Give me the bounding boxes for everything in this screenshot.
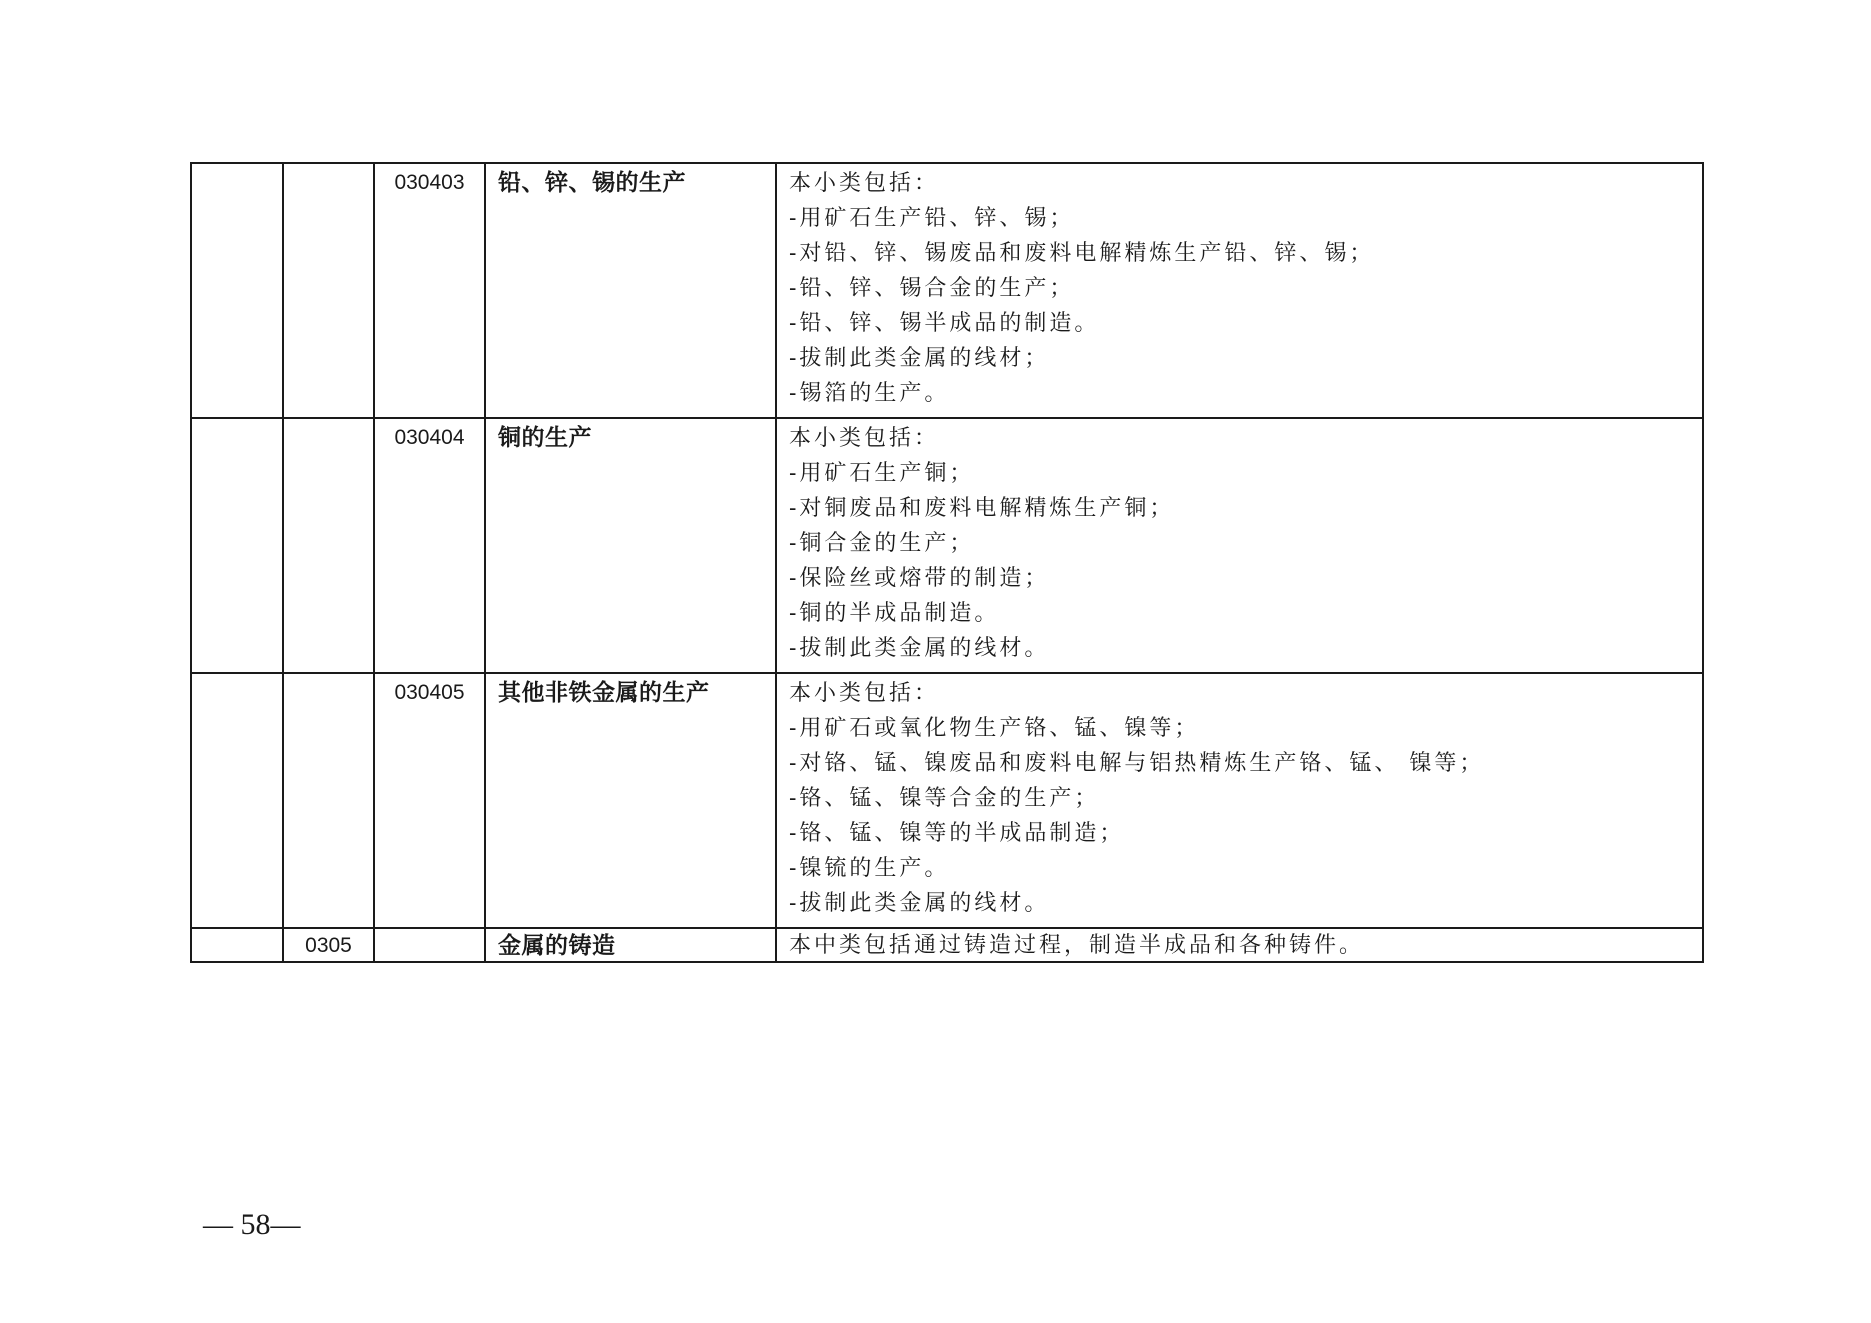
description-line: -保险丝或熔带的制造； xyxy=(789,566,1050,591)
description-line: -用矿石生产铜； xyxy=(789,461,975,486)
description-line: -锡箔的生产。 xyxy=(789,381,950,406)
description-line: 本小类包括： xyxy=(789,681,940,706)
description-line: -拔制此类金属的线材。 xyxy=(789,636,1050,661)
description-line: -铜的半成品制造。 xyxy=(789,601,1000,626)
subclass-name: 铅、锌、锡的生产 xyxy=(498,170,686,196)
subclass-code: 030403 xyxy=(394,171,465,194)
description-line: 本小类包括： xyxy=(789,426,940,451)
division-cell xyxy=(283,418,374,673)
table-row xyxy=(191,418,1703,673)
description-line: -铬、锰、镍等合金的生产； xyxy=(789,786,1100,811)
division-cell xyxy=(283,673,374,928)
section-cell xyxy=(191,163,283,418)
subclass-name: 铜的生产 xyxy=(498,425,592,451)
subclass-name-cell xyxy=(485,418,776,673)
description-line: -铜合金的生产； xyxy=(789,531,975,556)
subclass-code-cell xyxy=(374,418,485,673)
description-line: -用矿石生产铅、锌、锡； xyxy=(789,206,1075,231)
description-line: 本小类包括： xyxy=(789,171,940,196)
division-cell xyxy=(283,163,374,418)
description xyxy=(777,419,1702,666)
description xyxy=(777,929,1702,961)
subclass-code-cell xyxy=(374,163,485,418)
description-line: -镍锍的生产。 xyxy=(789,856,950,881)
division-code: 0305 xyxy=(305,934,352,957)
subclass-name: 其他非铁金属的生产 xyxy=(498,680,710,706)
description-line: -对铬、锰、镍废品和废料电解与铝热精炼生产铬、锰、 镍等； xyxy=(789,751,1485,776)
subclass-code: 030404 xyxy=(394,426,465,449)
description-line: -用矿石或氧化物生产铬、锰、镍等； xyxy=(789,716,1200,741)
description-cell xyxy=(776,418,1703,673)
subclass-code-cell xyxy=(374,673,485,928)
classification-table xyxy=(190,162,1704,963)
division-name-cell xyxy=(485,928,776,962)
description-cell xyxy=(776,928,1703,962)
division-name: 金属的铸造 xyxy=(498,933,616,959)
table-row xyxy=(191,163,1703,418)
description-line: -铬、锰、镍等的半成品制造； xyxy=(789,821,1125,846)
section-cell xyxy=(191,928,283,962)
description xyxy=(777,164,1702,411)
table-row xyxy=(191,673,1703,928)
description-line: 本中类包括通过铸造过程，制造半成品和各种铸件。 xyxy=(789,933,1365,958)
description xyxy=(777,674,1702,921)
description-line: -对铅、锌、锡废品和废料电解精炼生产铅、锌、锡； xyxy=(789,241,1375,266)
description-cell xyxy=(776,163,1703,418)
subclass-name-cell xyxy=(485,673,776,928)
division-code-cell xyxy=(283,928,374,962)
description-line: -拔制此类金属的线材。 xyxy=(789,891,1050,916)
subclass-code: 030405 xyxy=(394,681,465,704)
section-cell xyxy=(191,673,283,928)
table-row-middle-class xyxy=(191,928,1703,962)
description-line: -铅、锌、锡合金的生产； xyxy=(789,276,1075,301)
subclass-name-cell xyxy=(485,163,776,418)
description-line: -铅、锌、锡半成品的制造。 xyxy=(789,311,1100,336)
description-line: -拔制此类金属的线材； xyxy=(789,346,1050,371)
description-cell xyxy=(776,673,1703,928)
section-cell xyxy=(191,418,283,673)
subclass-code-cell xyxy=(374,928,485,962)
description-line: -对铜废品和废料电解精炼生产铜； xyxy=(789,496,1175,521)
page-number: — 58— xyxy=(203,1208,301,1241)
